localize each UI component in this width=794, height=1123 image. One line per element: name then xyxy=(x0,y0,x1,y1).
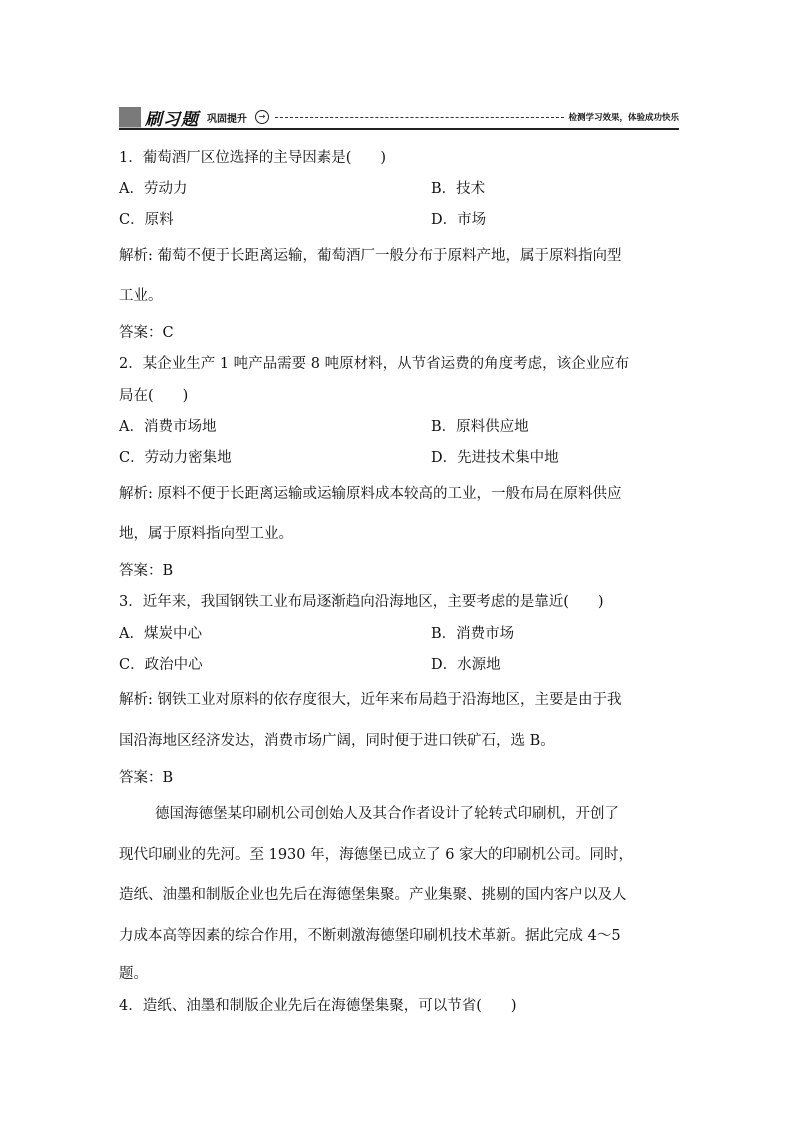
q3-option-a: A．煤炭中心 xyxy=(119,626,202,642)
arrow-circle-icon: → xyxy=(255,110,269,124)
q3-option-d: D．水源地 xyxy=(431,657,501,673)
q2-answer: 答案：B xyxy=(119,563,174,579)
q3-option-c: C．政治中心 xyxy=(119,657,203,673)
q1-stem: 1．葡萄酒厂区位选择的主导因素是( ) xyxy=(119,150,387,166)
q3-analysis-line1: 解析: 钢铁工业对原料的依存度很大，近年来布局趋于沿海地区，主要是由于我 xyxy=(119,692,622,708)
passage-line4: 力成本高等因素的综合作用，不断刺激海德堡印刷机技术革新。据此完成 4～5 xyxy=(119,928,621,944)
section-header xyxy=(119,106,679,130)
q1-answer: 答案：C xyxy=(119,325,174,341)
q2-stem-line1: 2．某企业生产 1 吨产品需要 8 吨原材料，从节省运费的角度考虑，该企业应布 xyxy=(119,356,630,372)
q1-option-a: A．劳动力 xyxy=(119,181,188,197)
q1-analysis-line1: 解析: 葡萄不便于长距离运输，葡萄酒厂一般分布于原料产地，属于原料指向型 xyxy=(119,248,622,264)
q3-analysis-line2: 国沿海地区经济发达，消费市场广阔，同时便于进口铁矿石，选 B。 xyxy=(119,733,555,749)
q3-stem: 3．近年来，我国钢铁工业布局逐渐趋向沿海地区，主要考虑的是靠近( ) xyxy=(119,594,604,610)
q2-option-c: C．劳动力密集地 xyxy=(119,450,232,466)
q4-stem: 4．造纸、油墨和制版企业先后在海德堡集聚，可以节省( ) xyxy=(119,998,517,1014)
q1-option-d: D．市场 xyxy=(431,212,487,228)
header-subtitle: 巩固提升 xyxy=(207,113,247,125)
q3-answer: 答案：B xyxy=(119,770,174,786)
header-decoration xyxy=(119,107,141,128)
passage-line5: 题。 xyxy=(119,966,148,982)
q2-option-a: A．消费市场地 xyxy=(119,419,217,435)
passage-line3: 造纸、油墨和制版企业也先后在海德堡集聚。产业集聚、挑剔的国内客户以及人 xyxy=(119,887,627,903)
q1-option-c: C．原料 xyxy=(119,212,174,228)
header-title: 刷习题 xyxy=(145,109,199,130)
q1-option-b: B．技术 xyxy=(431,181,486,197)
q2-analysis-line1: 解析: 原料不便于长距离运输或运输原料成本较高的工业，一般布局在原料供应 xyxy=(119,486,622,502)
header-divider xyxy=(275,117,564,118)
q3-option-b: B．消费市场 xyxy=(431,626,515,642)
passage-line1: 德国海德堡某印刷机公司创始人及其合作者设计了轮转式印刷机，开创了 xyxy=(155,806,619,822)
q2-option-b: B．原料供应地 xyxy=(431,419,529,435)
q2-analysis-line2: 地，属于原料指向型工业。 xyxy=(119,526,293,542)
q1-analysis-line2: 工业。 xyxy=(119,288,163,304)
q2-option-d: D．先进技术集中地 xyxy=(431,450,559,466)
q2-stem-line2: 局在( ) xyxy=(119,388,189,404)
passage-line2: 现代印刷业的先河。至 1930 年，海德堡已成立了 6 家大的印刷机公司。同时， xyxy=(119,847,634,863)
header-slogan: 检测学习效果，体验成功快乐 xyxy=(568,113,679,123)
